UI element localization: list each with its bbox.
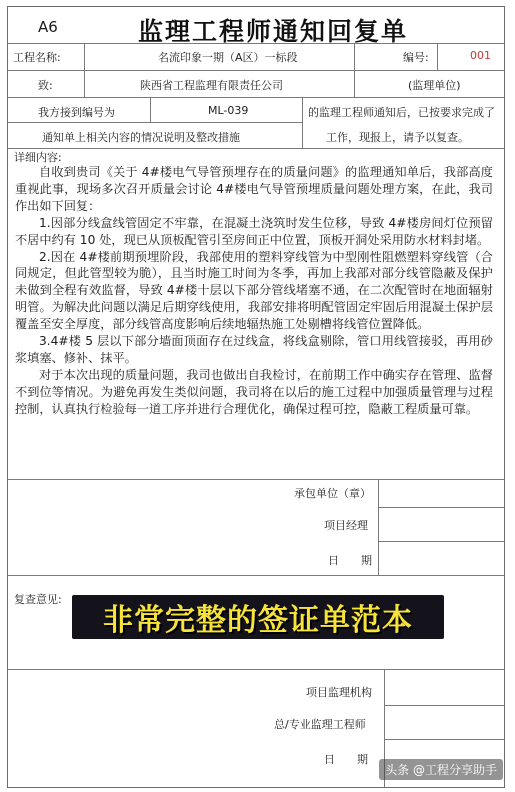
contractor-unit-label: 承包单位（章） (294, 487, 371, 500)
notice-desc: 通知单上相关内容的情况说明及整改措施 (42, 131, 240, 144)
divider (354, 43, 355, 70)
review-label: 复查意见: (14, 593, 62, 606)
number-value: 001 (470, 49, 491, 62)
divider (8, 479, 504, 480)
divider (8, 122, 302, 123)
supervisor-company: 陕西省工程监理有限责任公司 (140, 79, 283, 92)
supervisor-unit-label: (监理单位) (408, 79, 461, 92)
divider (84, 70, 85, 97)
divider (8, 97, 504, 98)
divider (384, 705, 504, 706)
supervising-engineer-label: 总/专业监理工程师 (274, 718, 366, 731)
divider (437, 43, 438, 70)
divider (84, 43, 85, 70)
divider (150, 97, 151, 122)
reply-form (7, 6, 505, 788)
divider (384, 739, 504, 740)
number-label: 编号: (403, 51, 429, 64)
detail-paragraph: 对于本次出现的质量问题，我司也做出自我检讨，在前期工作中确实存在管理、监督不到位等情况。为避免再发生类似问题，我司将在以后的施工过程中加强质量管理与过程控制，认真执行检验每一道工序并进行合理优化，确保过程可控，隐蔽工程质量可靠。 (15, 367, 493, 416)
review-request: 工作，现报上，请予以复查。 (326, 131, 469, 144)
detail-paragraph: 1.因部分线盒线管固定不牢靠，在混凝土浇筑时发生位移，导致 4#楼房间灯位预留不居中约有 10 处，现已从顶板配管引至房间正中位置，顶板开洞处采用防水材料封堵。 (15, 215, 493, 247)
divider (8, 575, 504, 576)
divider (378, 479, 379, 575)
divider (8, 148, 504, 149)
detail-label: 详细内容: (14, 151, 62, 164)
detail-body (15, 164, 493, 418)
divider (378, 507, 504, 508)
project-name-value: 名流印象一期（A区）一标段 (158, 51, 298, 64)
divider (8, 43, 504, 44)
divider (378, 541, 504, 542)
divider (354, 70, 355, 97)
divider (8, 70, 504, 71)
form-title: 监理工程师通知回复单 (138, 17, 409, 46)
project-manager-label: 项目经理 (324, 519, 368, 532)
contractor-date-label: 日 期 (328, 554, 372, 567)
received-label: 我方接到编号为 (38, 106, 115, 119)
detail-paragraph: 2.因在 4#楼前期预埋阶段，我部使用的塑料穿线管为中型刚性阻燃塑料穿线管（合同规定，但此管型较为脆），且当时施工时间为冬季，再加上我部对部分线管隐蔽及保护未做到全程有效监督，导致 4#楼十层以下部分管线堵塞不通，在二次配管时在地面辐射明管。为解决此问题以满足后期穿线使用，我部安排将明配管固定牢固后用混凝土保护层覆盖至安全厚度，部分线管高度影响后续地辐热施工处剔槽将线管位置降低。 (15, 249, 493, 332)
divider (302, 97, 303, 149)
form-code: A6 (38, 18, 58, 36)
detail-paragraph: 3.4#楼 5 层以下部分墙面顶面存在过线盒，将线盒剔除，管口用线管接驳，再用砂浆填塞、修补、抹平。 (15, 334, 493, 365)
promo-banner (72, 595, 444, 639)
project-name-label: 工程名称: (13, 51, 61, 64)
supervision-org-label: 项目监理机构 (306, 686, 372, 699)
notice-number: ML-039 (208, 104, 249, 117)
detail-paragraph: 自收到贵司《关于 4#楼电气导管预埋存在的质量问题》的监理通知单后，我部高度重视此事，现场多次召开质量会讨论 4#楼电气导管预埋质量问题处理方案，在此，我司作出如下回复： (15, 165, 493, 213)
to-label: 致: (38, 79, 53, 92)
divider (8, 669, 504, 670)
source-watermark: 头条 @工程分享助手 (379, 759, 503, 780)
received-tail: 的监理工程师通知后，已按要求完成了 (308, 106, 495, 119)
promo-banner-text: 非常完整的签证单范本 (103, 603, 413, 638)
review-date-label: 日 期 (324, 753, 368, 766)
